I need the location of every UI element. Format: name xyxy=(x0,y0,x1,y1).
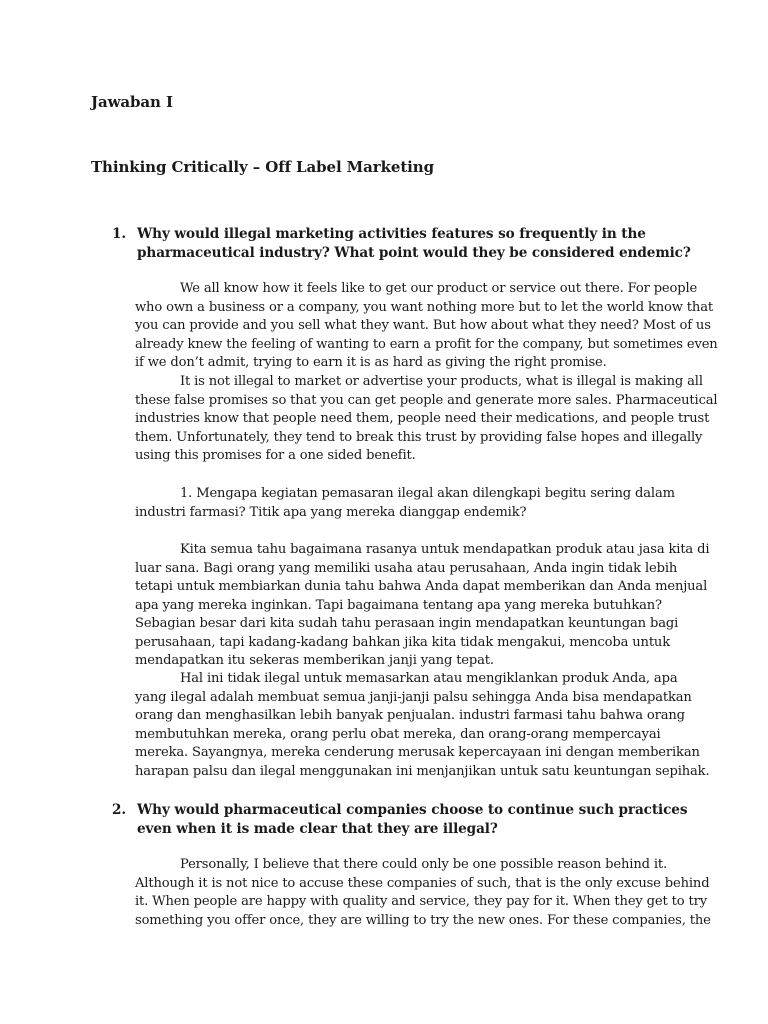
question-number: 1. xyxy=(112,226,126,242)
paragraph-line: Although it is not nice to accuse these companies of such, that is the only excuse behind xyxy=(135,875,710,891)
question-line: even when it is made clear that they are illegal? xyxy=(137,821,498,837)
paragraph-line: industries know that people need them, people need their medications, and people trust xyxy=(135,411,710,426)
paragraph-line: Personally, I believe that there could only be one possible reason behind it. xyxy=(180,857,668,872)
paragraph-line: Hal ini tidak ilegal untuk memasarkan atau mengiklankan produk Anda, apa xyxy=(180,671,678,686)
paragraph-line: tetapi untuk membiarkan dunia tahu bahwa Anda dapat memberikan dan Anda menjual xyxy=(135,579,708,594)
paragraph-line: mereka. Sayangnya, mereka cenderung merusak kepercayaan ini dengan memberikan xyxy=(135,745,700,760)
paragraph-line: who own a business or a company, you want nothing more but to let the world know that xyxy=(135,299,713,315)
question-number: 2. xyxy=(112,802,126,818)
paragraph-line: yang ilegal adalah membuat semua janji-janji palsu sehingga Anda bisa mendapatkan xyxy=(135,689,692,705)
paragraph-line: Kita semua tahu bagaimana rasanya untuk mendapatkan produk atau jasa kita di xyxy=(180,542,710,557)
question-line: Why would illegal marketing activities features so frequently in the xyxy=(137,226,646,242)
paragraph-line: them. Unfortunately, they tend to break this trust by providing false hopes and illegally xyxy=(135,429,703,445)
paragraph-line: It is not illegal to market or advertise your products, what is illegal is making all xyxy=(180,374,703,389)
paragraph-line: mendapatkan itu sekeras memberikan janji yang tepat. xyxy=(135,653,494,668)
paragraph-line: We all know how it feels like to get our product or service out there. For people xyxy=(180,281,698,296)
question-line: pharmaceutical industry? What point would they be considered endemic? xyxy=(137,245,691,261)
paragraph-line: it. When people are happy with quality and service, they pay for it. When they get to try xyxy=(135,894,707,909)
paragraph-4 xyxy=(135,541,710,671)
paragraph-2 xyxy=(135,373,718,466)
paragraph-line: Sebagian besar dari kita sudah tahu perasaan ingin mendapatkan keuntungan bagi xyxy=(135,616,679,631)
question-2 xyxy=(112,801,692,839)
paragraph-line: you can provide and you sell what they want. But how about what they need? Most of us xyxy=(135,318,711,333)
paragraph-line: these false promises so that you can get people and generate more sales. Pharmaceutical xyxy=(135,392,718,408)
paragraph-line: already knew the feeling of wanting to earn a profit for the company, but sometimes even xyxy=(135,336,718,352)
paragraph-1 xyxy=(135,280,718,373)
paragraph-line: 1. Mengapa kegiatan pemasaran ilegal akan dilengkapi begitu sering dalam xyxy=(180,486,675,501)
paragraph-line: something you offer once, they are willing to try the new ones. For these companies, the xyxy=(135,912,711,928)
paragraph-line: apa yang mereka inginkan. Tapi bagaimana tentang apa yang mereka butuhkan? xyxy=(135,597,662,613)
question-1 xyxy=(112,225,692,263)
document-heading: Jawaban I xyxy=(91,93,173,111)
paragraph-line: using this promises for a one sided benefit. xyxy=(135,448,416,463)
paragraph-line: perusahaan, tapi kadang-kadang bahkan jika kita tidak mengakui, mencoba untuk xyxy=(135,634,670,650)
paragraph-translated-question xyxy=(135,485,695,522)
paragraph-line: luar sana. Bagi orang yang memiliki usaha atau perusahaan, Anda ingin tidak lebih xyxy=(135,560,678,576)
question-line: Why would pharmaceutical companies choose to continue such practices xyxy=(137,802,688,818)
document-subheading: Thinking Critically – Off Label Marketing xyxy=(91,158,434,176)
paragraph-line: membutuhkan mereka, orang perlu obat mereka, dan orang-orang mempercayai xyxy=(135,726,661,742)
paragraph-line: industri farmasi? Titik apa yang mereka dianggap endemik? xyxy=(135,504,527,520)
paragraph-line: if we don’t admit, trying to earn it is as hard as giving the right promise. xyxy=(135,355,607,370)
paragraph-line: orang dan menghasilkan lebih banyak penjualan. industri farmasi tahu bahwa orang xyxy=(135,708,685,723)
paragraph-line: harapan palsu dan ilegal menggunakan ini menjanjikan untuk satu keuntungan sepihak. xyxy=(135,763,710,779)
paragraph-5 xyxy=(135,670,710,781)
paragraph-6 xyxy=(135,856,711,930)
